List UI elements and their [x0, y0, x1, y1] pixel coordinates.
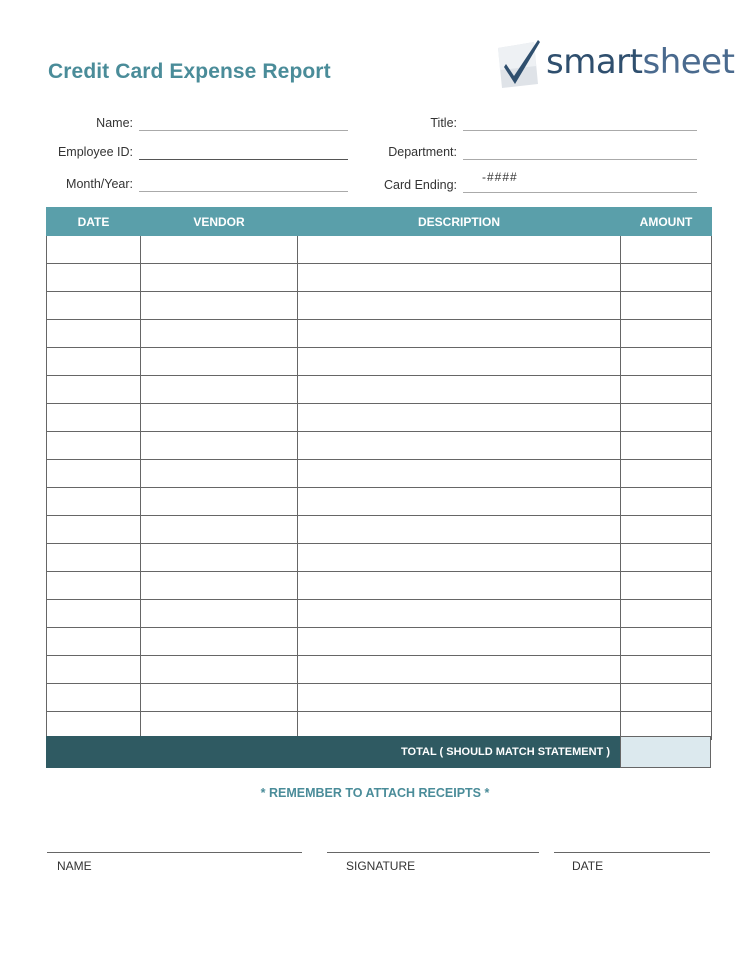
table-row	[47, 460, 712, 488]
table-row	[47, 348, 712, 376]
table-row	[47, 292, 712, 320]
logo-text-bold: smart	[546, 42, 643, 82]
description-cell[interactable]	[298, 572, 621, 600]
description-cell[interactable]	[298, 488, 621, 516]
date-cell[interactable]	[47, 516, 141, 544]
date-cell[interactable]	[47, 320, 141, 348]
vendor-cell[interactable]	[141, 544, 298, 572]
amount-cell[interactable]	[621, 516, 712, 544]
date-cell[interactable]	[47, 544, 141, 572]
table-row	[47, 488, 712, 516]
description-cell[interactable]	[298, 460, 621, 488]
vendor-cell[interactable]	[141, 572, 298, 600]
vendor-cell[interactable]	[141, 516, 298, 544]
table-row	[47, 264, 712, 292]
table-row	[47, 544, 712, 572]
amount-cell[interactable]	[621, 404, 712, 432]
table-row	[47, 600, 712, 628]
date-cell[interactable]	[47, 404, 141, 432]
description-cell[interactable]	[298, 516, 621, 544]
column-header-date: DATE	[47, 208, 141, 236]
amount-cell[interactable]	[621, 320, 712, 348]
description-cell[interactable]	[298, 544, 621, 572]
amount-cell[interactable]	[621, 544, 712, 572]
date-signature-line[interactable]	[554, 852, 710, 853]
vendor-cell[interactable]	[141, 656, 298, 684]
description-cell[interactable]	[298, 320, 621, 348]
amount-cell[interactable]	[621, 684, 712, 712]
date-cell[interactable]	[47, 236, 141, 264]
date-cell[interactable]	[47, 572, 141, 600]
card-ending-label: Card Ending:	[384, 178, 457, 192]
table-row	[47, 684, 712, 712]
vendor-cell[interactable]	[141, 432, 298, 460]
employee-id-label: Employee ID:	[57, 145, 133, 159]
table-row	[47, 376, 712, 404]
description-cell[interactable]	[298, 404, 621, 432]
report-title: Credit Card Expense Report	[48, 60, 331, 83]
name-field[interactable]	[139, 130, 348, 131]
amount-cell[interactable]	[621, 488, 712, 516]
table-row	[47, 628, 712, 656]
employee-id-field[interactable]	[139, 159, 348, 160]
date-cell[interactable]	[47, 600, 141, 628]
title-field[interactable]	[463, 130, 697, 131]
column-header-description: DESCRIPTION	[298, 208, 621, 236]
signature-line[interactable]	[327, 852, 539, 853]
vendor-cell[interactable]	[141, 236, 298, 264]
vendor-cell[interactable]	[141, 320, 298, 348]
date-signature-label: DATE	[572, 859, 604, 873]
vendor-cell[interactable]	[141, 684, 298, 712]
name-signature-line[interactable]	[47, 852, 302, 853]
amount-cell[interactable]	[621, 432, 712, 460]
amount-cell[interactable]	[621, 628, 712, 656]
table-row	[47, 236, 712, 264]
amount-cell[interactable]	[621, 264, 712, 292]
date-cell[interactable]	[47, 656, 141, 684]
table-row	[47, 656, 712, 684]
date-cell[interactable]	[47, 264, 141, 292]
table-row	[47, 404, 712, 432]
date-cell[interactable]	[47, 292, 141, 320]
signature-label: SIGNATURE	[346, 859, 416, 873]
vendor-cell[interactable]	[141, 600, 298, 628]
table-row	[47, 516, 712, 544]
date-cell[interactable]	[47, 348, 141, 376]
amount-cell[interactable]	[621, 348, 712, 376]
description-cell[interactable]	[298, 656, 621, 684]
description-cell[interactable]	[298, 292, 621, 320]
card-ending-field[interactable]	[463, 192, 697, 193]
amount-cell[interactable]	[621, 460, 712, 488]
expense-rows	[47, 236, 712, 740]
department-label: Department:	[388, 145, 457, 159]
expense-table	[46, 207, 712, 740]
description-cell[interactable]	[298, 348, 621, 376]
table-row	[47, 320, 712, 348]
card-ending-value: -####	[482, 170, 518, 184]
description-cell[interactable]	[298, 600, 621, 628]
description-cell[interactable]	[298, 264, 621, 292]
amount-cell[interactable]	[621, 572, 712, 600]
date-cell[interactable]	[47, 432, 141, 460]
vendor-cell[interactable]	[141, 628, 298, 656]
total-row	[46, 736, 711, 768]
logo-text-light: sheet	[642, 42, 735, 82]
logo-wordmark	[546, 42, 734, 82]
vendor-cell[interactable]	[141, 376, 298, 404]
name-signature-label: NAME	[57, 859, 92, 873]
amount-cell[interactable]	[621, 600, 712, 628]
table-row	[47, 432, 712, 460]
smartsheet-logo	[496, 38, 736, 94]
vendor-cell[interactable]	[141, 264, 298, 292]
title-label: Title:	[430, 116, 457, 130]
total-amount-cell[interactable]	[620, 736, 711, 768]
amount-cell[interactable]	[621, 236, 712, 264]
description-cell[interactable]	[298, 376, 621, 404]
table-row	[47, 572, 712, 600]
date-cell[interactable]	[47, 488, 141, 516]
date-cell[interactable]	[47, 684, 141, 712]
description-cell[interactable]	[298, 628, 621, 656]
date-cell[interactable]	[47, 460, 141, 488]
vendor-cell[interactable]	[141, 404, 298, 432]
amount-cell[interactable]	[621, 292, 712, 320]
column-header-vendor: VENDOR	[141, 208, 298, 236]
checkmark-icon	[496, 40, 544, 90]
month-year-label: Month/Year:	[66, 177, 133, 191]
column-header-amount: AMOUNT	[621, 208, 712, 236]
date-cell[interactable]	[47, 628, 141, 656]
description-cell[interactable]	[298, 236, 621, 264]
month-year-field[interactable]	[139, 191, 348, 192]
vendor-cell[interactable]	[141, 488, 298, 516]
receipts-reminder: * REMEMBER TO ATTACH RECEIPTS *	[260, 786, 490, 800]
vendor-cell[interactable]	[141, 460, 298, 488]
table-header-row	[47, 208, 712, 236]
name-label: Name:	[96, 116, 133, 130]
description-cell[interactable]	[298, 432, 621, 460]
vendor-cell[interactable]	[141, 292, 298, 320]
vendor-cell[interactable]	[141, 348, 298, 376]
amount-cell[interactable]	[621, 656, 712, 684]
department-field[interactable]	[463, 159, 697, 160]
description-cell[interactable]	[298, 684, 621, 712]
total-label: TOTAL ( SHOULD MATCH STATEMENT )	[46, 736, 620, 768]
amount-cell[interactable]	[621, 376, 712, 404]
date-cell[interactable]	[47, 376, 141, 404]
